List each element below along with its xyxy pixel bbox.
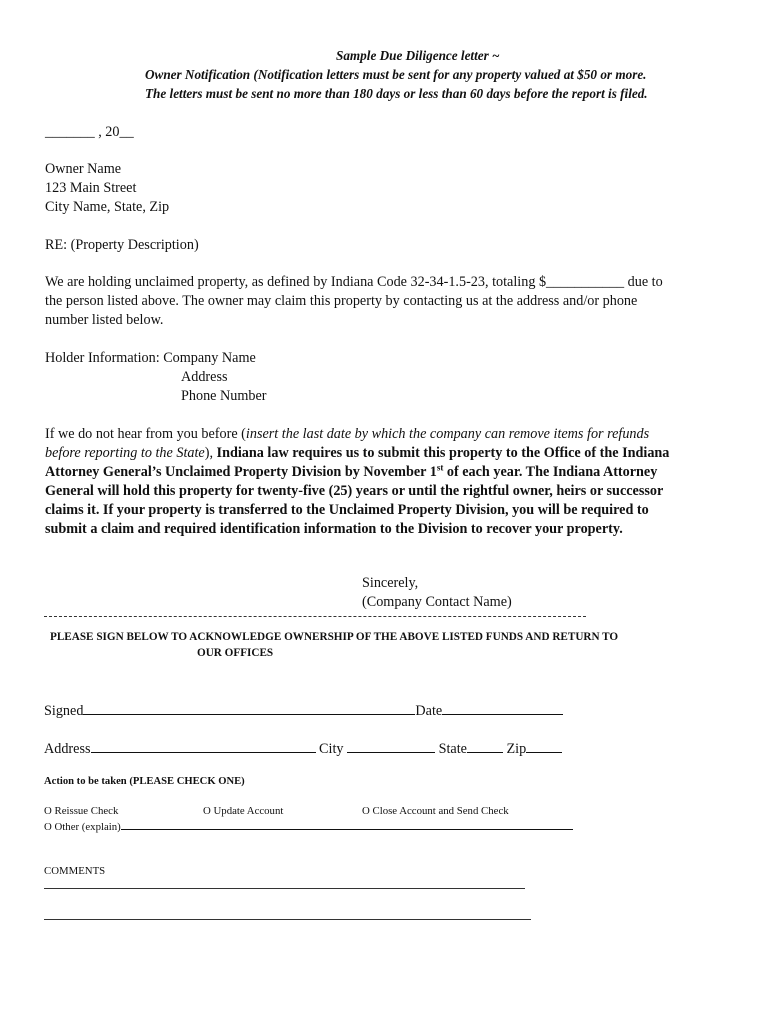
comments-label: COMMENTS [44,865,106,877]
option-other[interactable]: O Other (explain) [44,821,121,833]
comments-line-1[interactable] [44,888,525,889]
option-other-row [44,819,573,834]
action-title: Action to be taken (PLEASE CHECK ONE) [44,776,245,787]
paragraph-2-line-3 [45,463,720,482]
acknowledge-instruction-line-2: OUR OFFICES [197,647,274,659]
paragraph-2-line-5: claims it. If your property is transferred to the Unclaimed Property Division, you will be required to [45,502,649,518]
header-title: Sample Due Diligence letter ~ [336,48,500,63]
re-line: RE: (Property Description) [45,237,199,253]
address-field[interactable] [91,738,316,753]
signed-label: Signed [44,703,84,719]
paragraph-1-line-3: number listed below. [45,312,164,328]
holder-address: Address [181,369,228,385]
zip-field[interactable] [526,738,562,753]
date-field[interactable] [442,700,563,715]
holder-phone: Phone Number [181,388,267,404]
zip-label: Zip [506,741,527,757]
header-line-2: Owner Notification (Notification letters must be sent for any property valued at $50 or more. [145,67,647,82]
cut-line-divider [44,616,586,617]
p2-bold-text: Indiana law requires us to submit this property to the Office of the Indiana [216,445,670,461]
owner-street: 123 Main Street [45,180,137,196]
owner-city: City Name, State, Zip [45,199,170,215]
paragraph-2-line-1 [45,425,720,444]
comments-line-2[interactable] [44,919,531,920]
address-row [44,738,562,759]
p2-italic-text: before reporting to the State [45,445,205,461]
option-close-account[interactable]: O Close Account and Send Check [362,805,509,817]
city-field[interactable] [347,738,435,753]
acknowledge-instruction-line-1: PLEASE SIGN BELOW TO ACKNOWLEDGE OWNERSHIP OF THE ABOVE LISTED FUNDS AND RETURN TO [50,631,619,643]
option-update-account[interactable]: O Update Account [203,805,284,817]
closing-salutation: Sincerely, [362,575,419,591]
paragraph-2-line-2 [45,444,720,463]
ordinal-superscript: st [436,462,444,473]
state-field[interactable] [467,738,503,753]
header-line-3: The letters must be sent no more than 180 days or less than 60 days before the report is filed. [145,86,648,101]
signature-row [44,700,563,721]
holder-company-name: Holder Information: Company Name [45,350,256,366]
state-label: State [438,741,467,757]
address-label: Address [44,741,91,757]
closing-contact: (Company Contact Name) [362,594,512,610]
city-label: City [319,741,344,757]
date-line: _______ , 20__ [45,124,134,140]
date-label: Date [415,703,443,719]
option-reissue-check[interactable]: O Reissue Check [44,805,119,817]
other-explain-field[interactable] [121,819,573,830]
p2-text: If we do not hear from you before ( [45,426,246,442]
signature-field[interactable] [83,700,415,715]
p2-italic-text: insert the last date by which the company can remove items for refunds [245,426,650,442]
paragraph-2 [45,425,720,539]
paragraph-2-line-6: submit a claim and required identification information to the Division to recover your property. [45,521,623,537]
owner-name: Owner Name [45,161,122,177]
paragraph-2-line-4: General will hold this property for twenty-five (25) years or until the rightful owner, heirs or successor [45,483,664,499]
p2-text: ), [204,445,217,461]
p2-bold-text: Attorney General’s Unclaimed Property Division by November 1 [45,464,437,480]
paragraph-1-line-1: We are holding unclaimed property, as defined by Indiana Code 32-34-1.5-23, totaling $___________ due to [45,274,663,290]
paragraph-1-line-2: the person listed above. The owner may claim this property by contacting us at the address and/or phone [45,293,638,309]
p2-bold-text: of each year. The Indiana Attorney [443,464,658,480]
